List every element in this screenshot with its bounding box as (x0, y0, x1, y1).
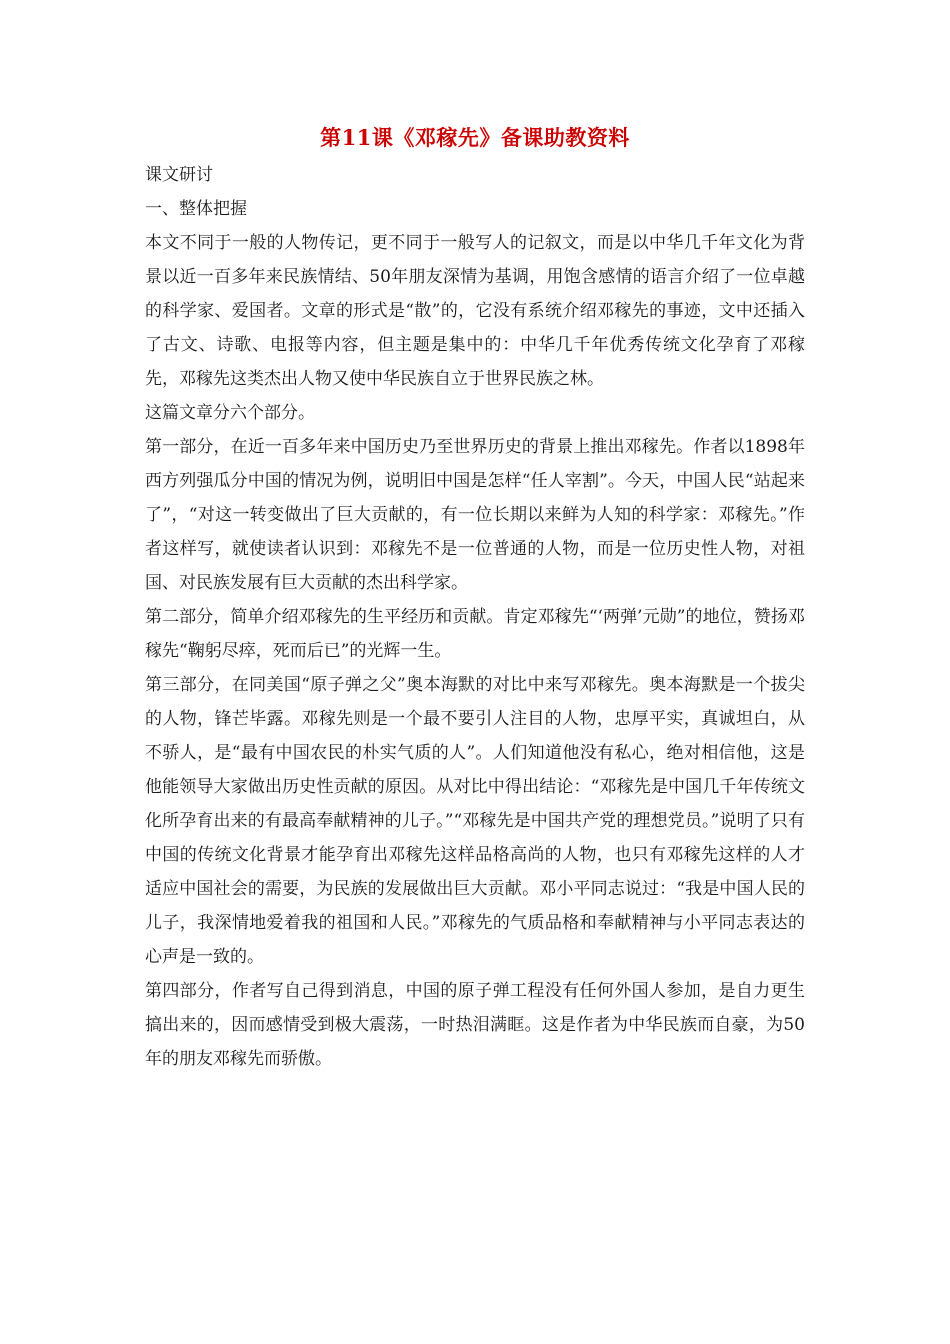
subsection-label: 一、整体把握 (145, 199, 247, 219)
paragraph-intro: 本文不同于一般的人物传记，更不同于一般写人的记叙文，而是以中华几千年文化为背景以近一百多年来民族情结、50年朋友深情为基调，用饱含感情的语言介绍了一位卓越的科学家、爱国者。文章的形式是“散”的，它没有系统介绍邓稼先的事迹，文中还插入了古文、诗歌、电报等内容，但主题是集中的：中华几千年优秀传统文化孕育了邓稼先，邓稼先这类杰出人物又使中华民族自立于世界民族之林。 (145, 233, 805, 389)
document-title: 第11课《邓稼先》备课助教资料 (320, 125, 630, 150)
document-body (145, 120, 805, 1076)
paragraph-part-four: 第四部分，作者写自己得到消息，中国的原子弹工程没有任何外国人参加，是自力更生搞出来的，因而感情受到极大震荡，一时热泪满眶。这是作者为中华民族而自豪，为50年的朋友邓稼先而骄傲。 (145, 981, 805, 1069)
paragraph-part-three: 第三部分，在同美国“原子弹之父”奥本海默的对比中来写邓稼先。奥本海默是一个拔尖的人物，锋芒毕露。邓稼先则是一个最不要引人注目的人物，忠厚平实，真诚坦白，从不骄人，是“最有中国农民的朴实气质的人”。人们知道他没有私心，绝对相信他，这是他能领导大家做出历史性贡献的原因。从对比中得出结论：“邓稼先是中国几千年传统文化所孕育出来的有最高奉献精神的儿子。”“邓稼先是中国共产党的理想党员。”说明了只有中国的传统文化背景才能孕育出邓稼先这样品格高尚的人物，也只有邓稼先这样的人才适应中国社会的需要，为民族的发展做出巨大贡献。邓小平同志说过：“我是中国人民的儿子，我深情地爱着我的祖国和人民。”邓稼先的气质品格和奉献精神与小平同志表达的心声是一致的。 (145, 675, 805, 967)
paragraph-part-two: 第二部分，简单介绍邓稼先的生平经历和贡献。肯定邓稼先“‘两弹’元勋”的地位，赞扬邓稼先“鞠躬尽瘁，死而后已”的光辉一生。 (145, 607, 805, 661)
paragraph-structure: 这篇文章分六个部分。 (145, 403, 315, 423)
paragraph-part-one: 第一部分，在近一百多年来中国历史乃至世界历史的背景上推出邓稼先。作者以1898年西方列强瓜分中国的情况为例，说明旧中国是怎样“任人宰割”。今天，中国人民“站起来了”，“对这一转变做出了巨大贡献的，有一位长期以来鲜为人知的科学家：邓稼先。”作者这样写，就使读者认识到：邓稼先不是一位普通的人物，而是一位历史性人物，对祖国、对民族发展有巨大贡献的杰出科学家。 (145, 437, 805, 593)
section-label: 课文研讨 (145, 165, 213, 185)
